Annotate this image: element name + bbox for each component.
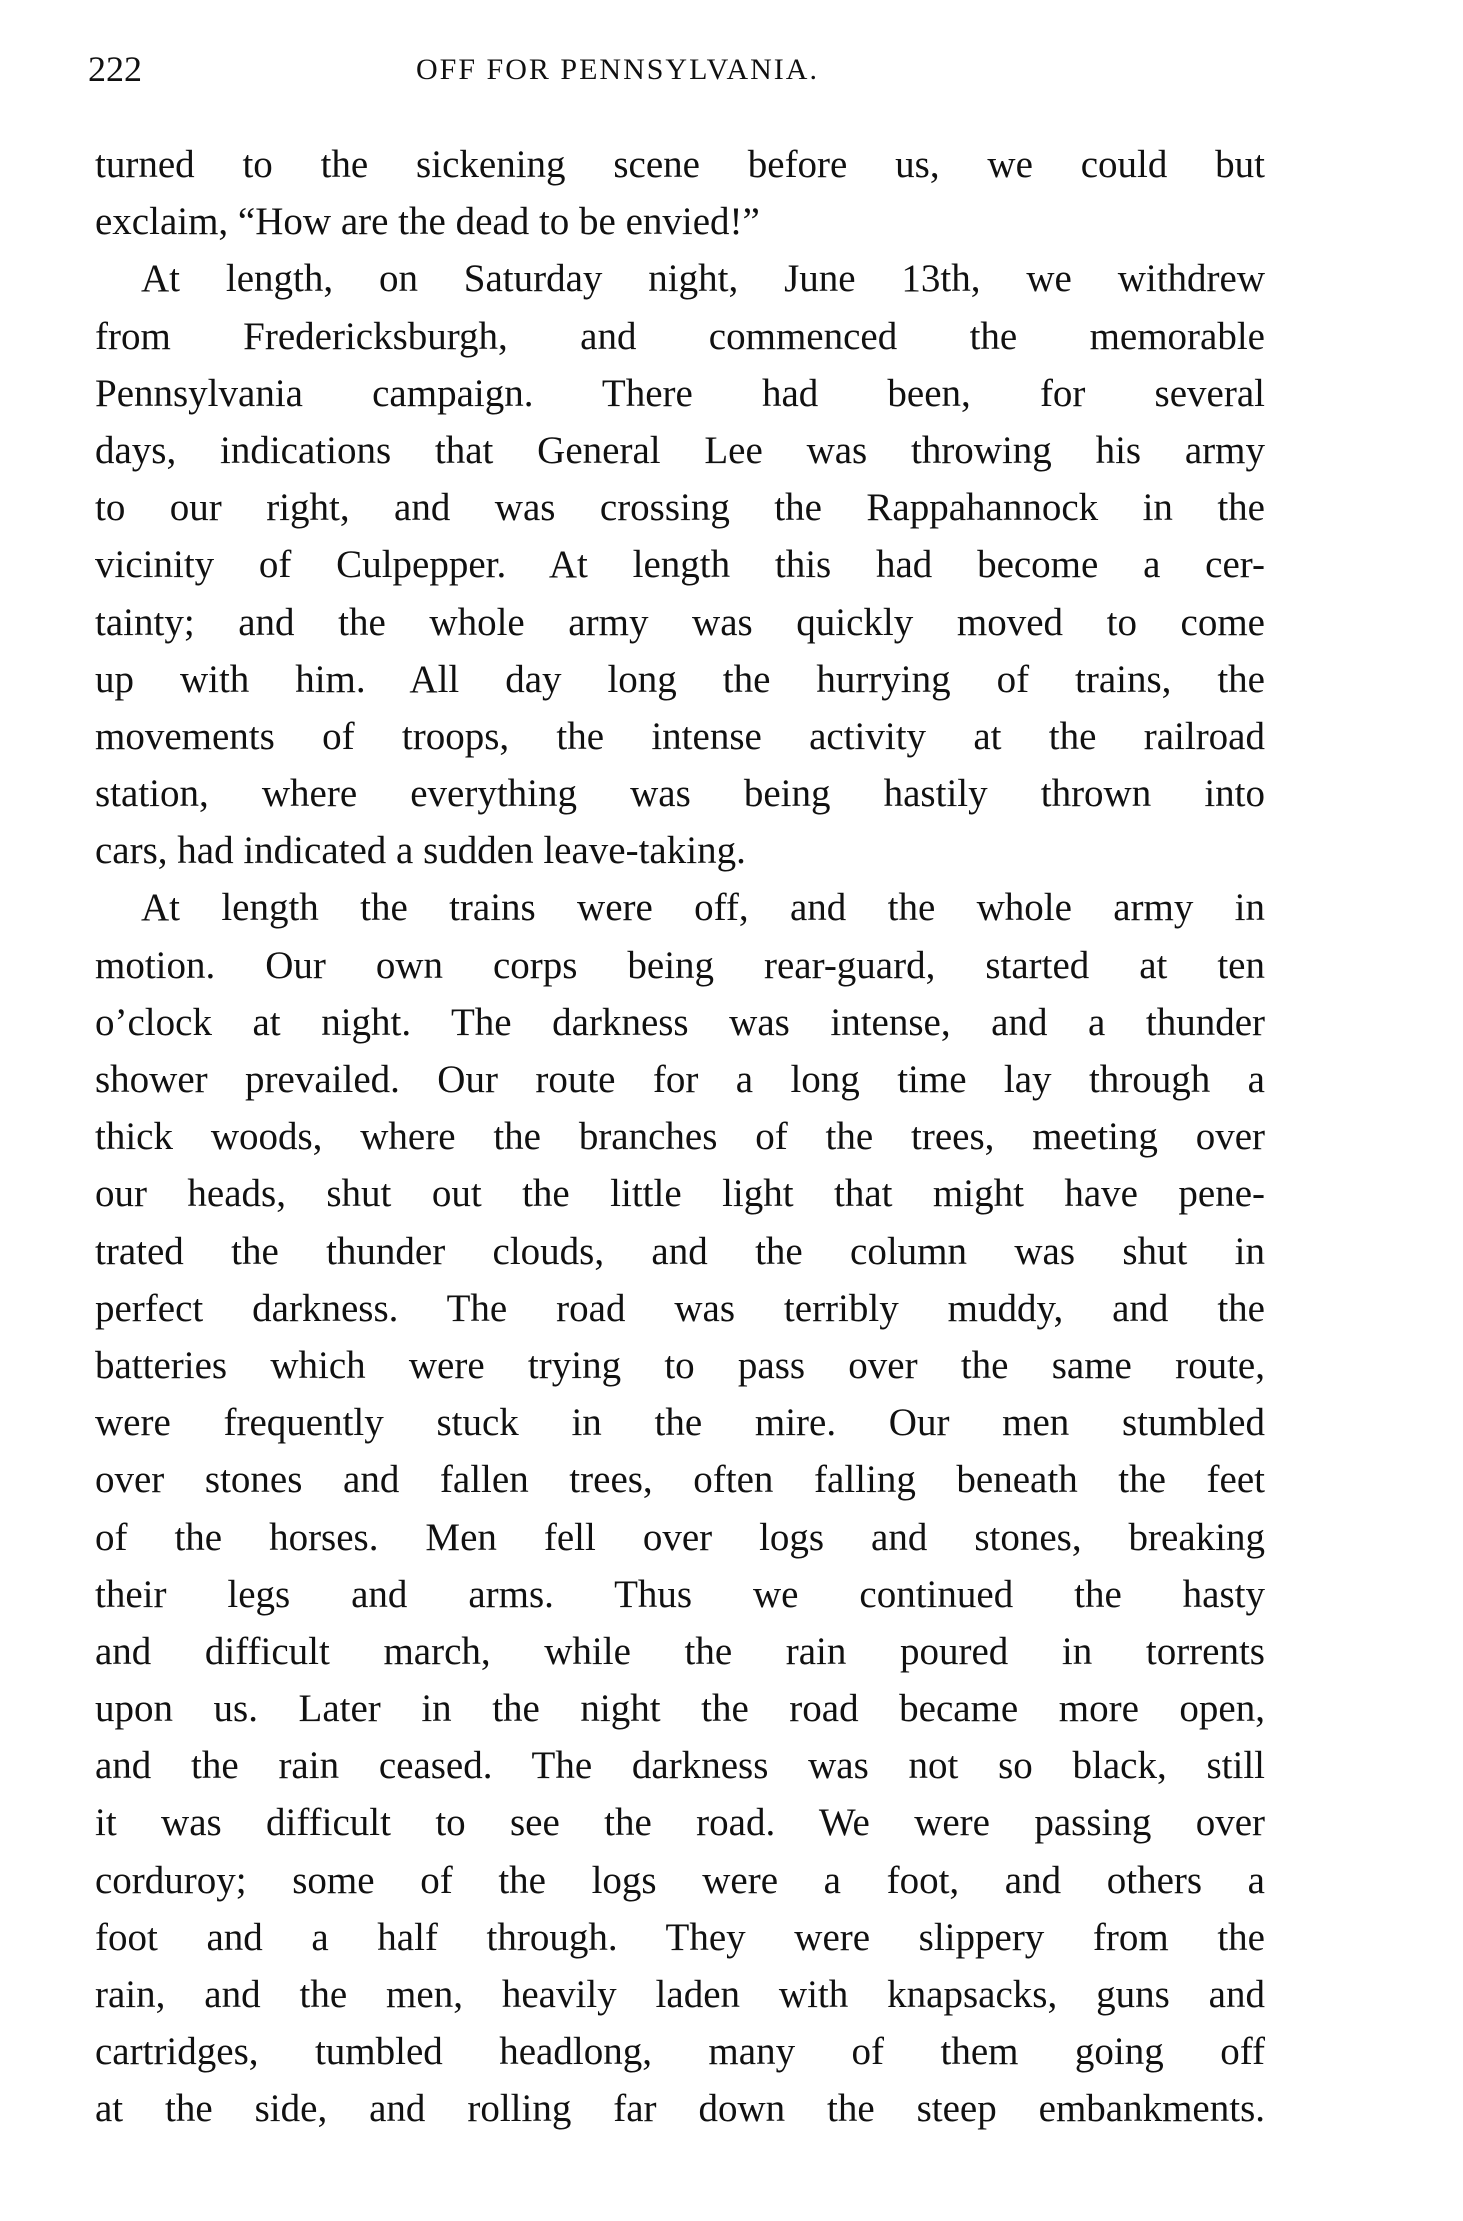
text-line: to our right, and was crossing the Rappahannock in the xyxy=(95,486,1265,530)
running-title: OFF FOR PENNSYLVANIA. xyxy=(416,53,819,86)
text-line: shower prevailed. Our route for a long time lay through a xyxy=(95,1058,1265,1101)
text-line: at the side, and rolling far down the steep embankments. xyxy=(95,2087,1265,2131)
text-line: up with him. All day long the hurrying of trains, the xyxy=(95,657,1265,701)
text-line: cars, had indicated a sudden leave-taking. xyxy=(95,829,746,873)
text-line: tainty; and the whole army was quickly moved to come xyxy=(95,600,1265,644)
text-line: movements of troops, the intense activity at the railroad xyxy=(95,714,1265,758)
text-line: of the horses. Men fell over logs and stones, breaking xyxy=(95,1515,1265,1559)
text-line: from Fredericksburgh, and commenced the memorable xyxy=(95,314,1265,358)
text-line: upon us. Later in the night the road became more open, xyxy=(95,1687,1265,1731)
text-line: Pennsylvania campaign. There had been, for several xyxy=(95,371,1265,415)
text-line: vicinity of Culpepper. At length this had become a cer- xyxy=(95,543,1265,587)
text-line: trated the thunder clouds, and the column was shut in xyxy=(95,1229,1265,1273)
page-header xyxy=(88,44,1263,94)
text-line: over stones and fallen trees, often falling beneath the feet xyxy=(95,1458,1265,1502)
text-line: it was difficult to see the road. We were passing over xyxy=(95,1801,1265,1845)
text-line: were frequently stuck in the mire. Our men stumbled xyxy=(95,1401,1265,1445)
text-line: corduroy; some of the logs were a foot, and others a xyxy=(95,1858,1265,1902)
text-line: rain, and the men, heavily laden with knapsacks, guns and xyxy=(95,1973,1265,2016)
text-line: our heads, shut out the little light that might have pene- xyxy=(95,1172,1265,1216)
text-line: foot and a half through. They were slippery from the xyxy=(95,1915,1265,1959)
page-number: 222 xyxy=(88,49,142,89)
text-line: their legs and arms. Thus we continued the hasty xyxy=(95,1572,1265,1616)
text-line: o’clock at night. The darkness was intense, and a thunder xyxy=(95,1000,1265,1044)
text-line: perfect darkness. The road was terribly muddy, and the xyxy=(95,1286,1265,1330)
text-line: At length the trains were off, and the whole army in xyxy=(141,886,1265,930)
text-line: station, where everything was being hastily thrown into xyxy=(95,772,1265,816)
text-line: batteries which were trying to pass over the same route, xyxy=(95,1343,1265,1387)
body-text xyxy=(95,136,1265,2138)
text-line: thick woods, where the branches of the trees, meeting over xyxy=(95,1115,1265,1159)
text-line: turned to the sickening scene before us, we could but xyxy=(95,143,1265,186)
text-line: days, indications that General Lee was throwing his army xyxy=(95,428,1265,472)
text-line: motion. Our own corps being rear-guard, started at ten xyxy=(95,943,1265,987)
text-line: At length, on Saturday night, June 13th, we withdrew xyxy=(141,257,1265,301)
text-line: and difficult march, while the rain poured in torrents xyxy=(95,1629,1265,1673)
text-line: exclaim, “How are the dead to be envied!” xyxy=(95,200,760,244)
text-line: and the rain ceased. The darkness was not so black, still xyxy=(95,1744,1265,1788)
text-line: cartridges, tumbled headlong, many of them going off xyxy=(95,2030,1265,2074)
